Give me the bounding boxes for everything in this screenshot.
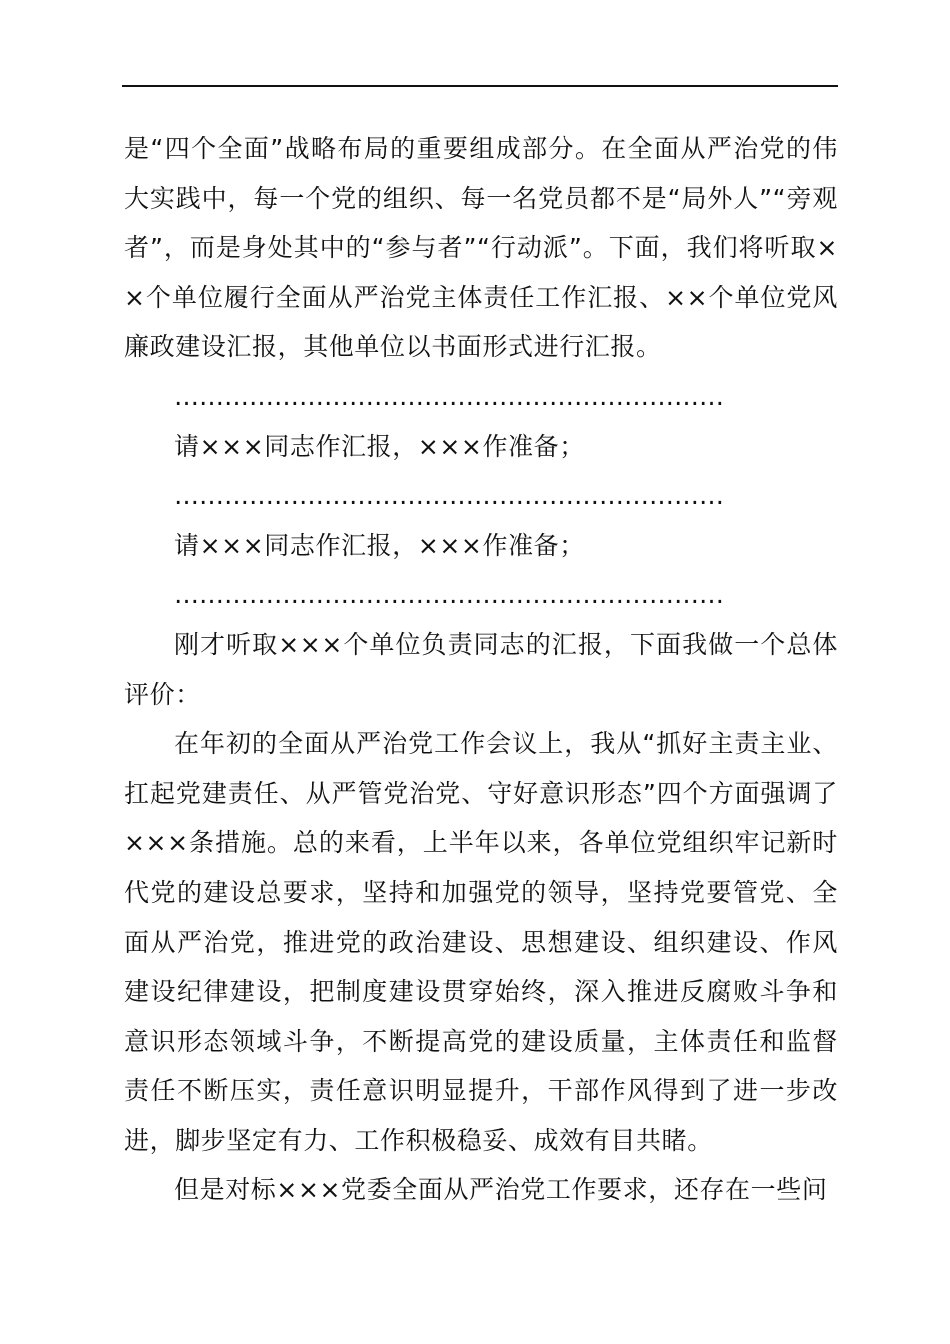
paragraph-evaluation: 在年初的全面从严治党工作会议上，我从“抓好主责主业、扛起党建责任、从严管党治党、守好意识形态”四个方面强调了×××条措施。总的来看，上半年以来，各单位党组织牢记新时代党的建设总要求，坚持和加强党的领导，坚持党要管党、全面从严治党，推进党的政治建设、思想建设、组织建设、作风建设纪律建设，把制度建设贯穿始终，深入推进反腐败斗争和意识形态领域斗争，不断提高党的建设质量，主体责任和监督责任不断压实，责任意识明显提升，干部作风得到了进一步改进，脚步坚定有力、工作积极稳妥、成效有目共睹。 [124,729,838,1155]
ellipsis-line: ………………………………………………………… [174,381,724,411]
ellipsis-line: ………………………………………………………… [174,580,724,610]
ellipsis-line: ………………………………………………………… [174,481,724,511]
paragraph-intro: 是“四个全面”战略布局的重要组成部分。在全面从严治党的伟大实践中，每一个党的组织、每一名党员都不是“局外人”“旁观者”，而是身处其中的“参与者”“行动派”。下面，我们将听取××个单位履行全面从严治党主体责任工作汇报、××个单位党风廉政建设汇报，其他单位以书面形式进行汇报。 [124,134,838,362]
paragraph-issues: 但是对标×××党委全面从严治党工作要求，还存在一些问 [174,1175,828,1205]
paragraph-report-call: 请×××同志作汇报，×××作准备； [174,530,585,560]
header-rule [122,85,838,87]
paragraph-evaluation-intro: 刚才听取×××个单位负责同志的汇报，下面我做一个总体评价： [124,629,838,709]
paragraph-report-call: 请×××同志作汇报，×××作准备； [174,431,585,461]
body-text [124,124,838,1215]
